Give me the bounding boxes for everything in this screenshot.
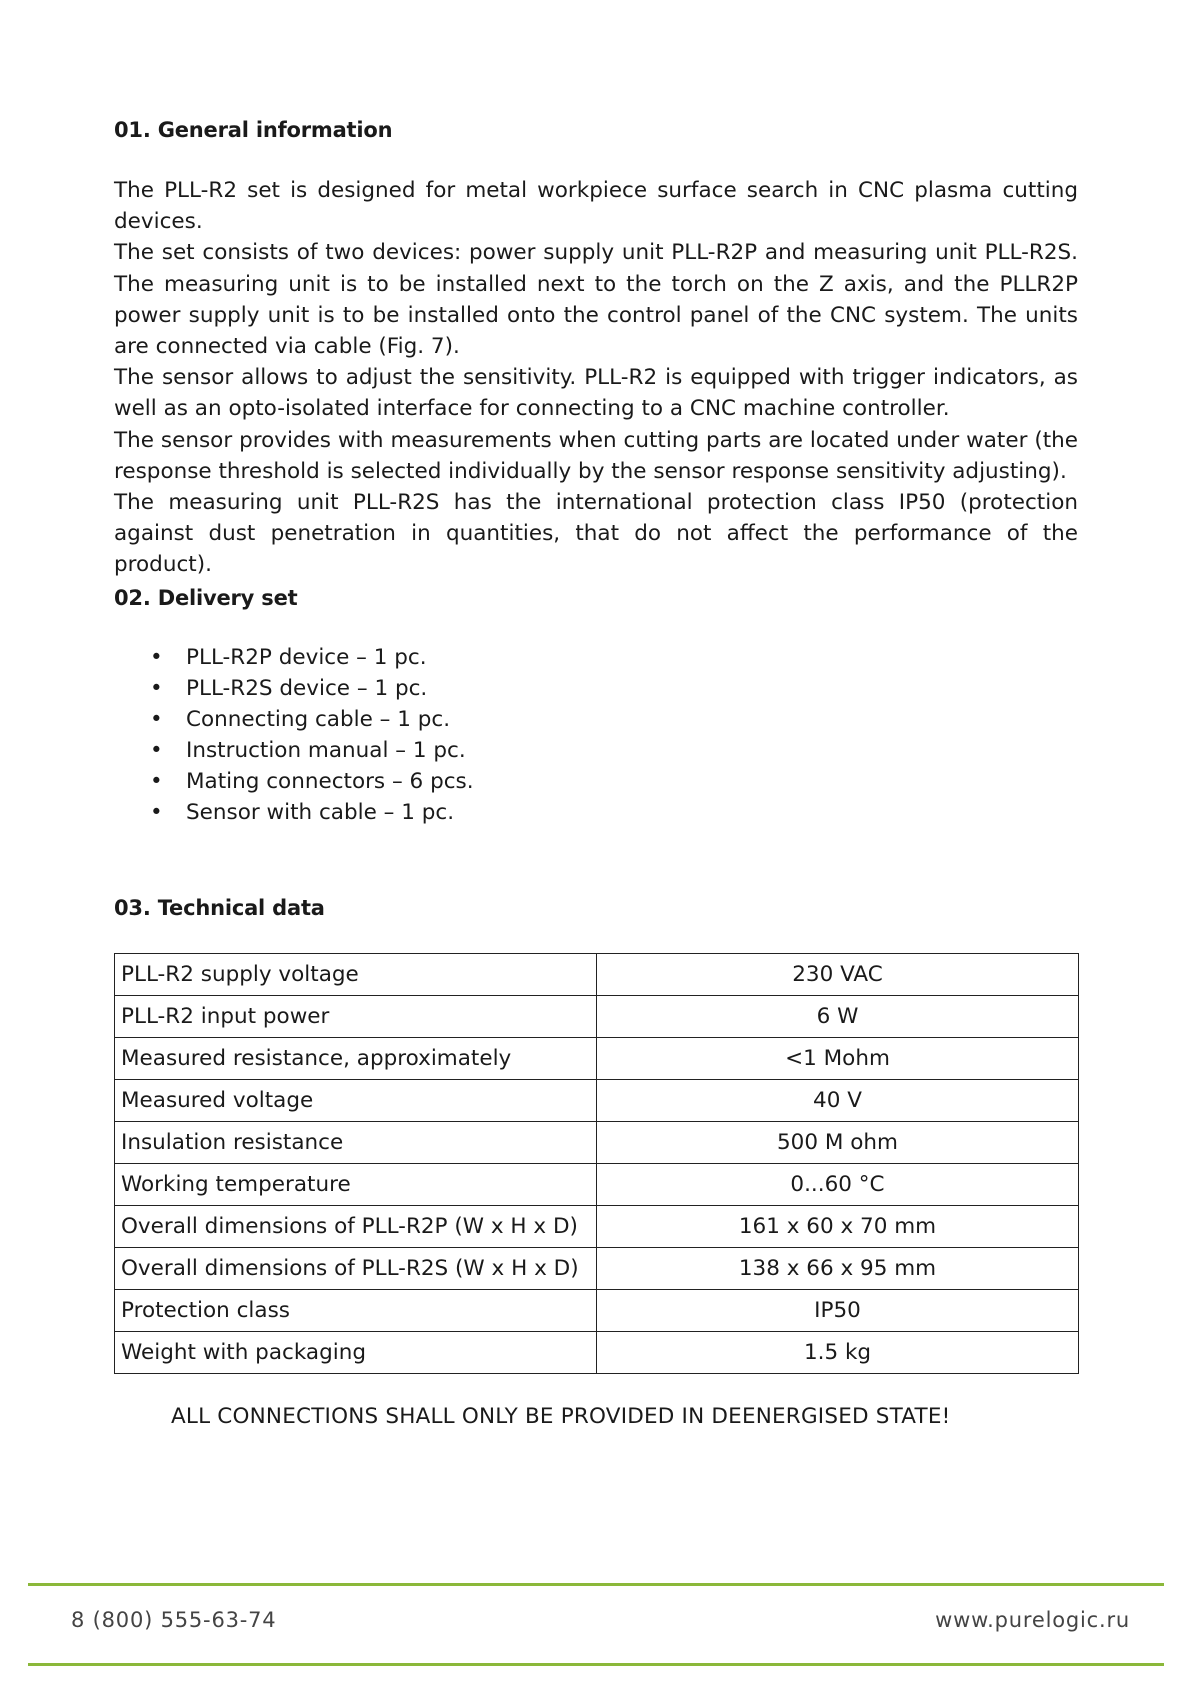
safety-warning: ALL CONNECTIONS SHALL ONLY BE PROVIDED IN DEENERGISED STATE! (171, 1404, 951, 1429)
bullet-icon: • (150, 769, 163, 794)
delivery-list (114, 642, 474, 828)
table-row (115, 1332, 1079, 1374)
table-row (115, 1122, 1079, 1164)
bullet-icon: • (150, 645, 163, 670)
value-cell: 138 x 66 x 95 mm (597, 1248, 1079, 1290)
value-cell: <1 Mohm (597, 1038, 1079, 1080)
list-item (114, 797, 474, 828)
bullet-icon: • (150, 738, 163, 763)
list-item-text: Instruction manual – 1 pc. (186, 738, 466, 763)
table-row (115, 1038, 1079, 1080)
param-cell: Overall dimensions of PLL-R2P (W x H x D) (115, 1206, 597, 1248)
bullet-icon: • (150, 800, 163, 825)
section-heading-technical: 03. Technical data (114, 896, 325, 920)
table-row (115, 1248, 1079, 1290)
param-cell: Measured resistance, approximately (115, 1038, 597, 1080)
list-item-text: Mating connectors – 6 pcs. (186, 769, 474, 794)
paragraph: The PLL-R2 set is designed for metal workpiece surface search in CNC plasma cutting devices. (114, 178, 1078, 235)
value-cell: 161 x 60 x 70 mm (597, 1206, 1079, 1248)
list-item (114, 642, 474, 673)
list-item (114, 673, 474, 704)
table-row (115, 1080, 1079, 1122)
param-cell: Weight with packaging (115, 1332, 597, 1374)
list-item-text: PLL-R2S device – 1 pc. (186, 676, 428, 701)
table-row (115, 1206, 1079, 1248)
paragraph: The sensor provides with measurements when cutting parts are located under water (the response threshold is selected individually by the sensor response sensitivity adjusting). (114, 427, 1078, 484)
section-heading-general: 01. General information (114, 118, 393, 142)
paragraph: The measuring unit PLL-R2S has the international protection class IP50 (protection against dust penetration in quantities, that do not affect the performance of the product). (114, 490, 1078, 578)
table-row (115, 996, 1079, 1038)
footer-top-divider (28, 1583, 1164, 1586)
list-item (114, 766, 474, 797)
value-cell: 40 V (597, 1080, 1079, 1122)
param-cell: PLL-R2 supply voltage (115, 954, 597, 996)
value-cell: 6 W (597, 996, 1079, 1038)
general-info-text (114, 175, 1078, 581)
table-row (115, 1290, 1079, 1332)
list-item (114, 704, 474, 735)
list-item-text: PLL-R2P device – 1 pc. (186, 645, 427, 670)
param-cell: Protection class (115, 1290, 597, 1332)
value-cell: 0...60 °C (597, 1164, 1079, 1206)
value-cell: IP50 (597, 1290, 1079, 1332)
technical-data-table (114, 953, 1079, 1374)
paragraph: The set consists of two devices: power supply unit PLL-R2P and measuring unit PLL-R2S. The measuring unit is to be installed next to the torch on the Z axis, and the PLLR2P power supply unit is to be installed onto the control panel of the CNC system. The units are connected via cable (Fig. 7). (114, 240, 1078, 360)
list-item (114, 735, 474, 766)
param-cell: Overall dimensions of PLL-R2S (W x H x D) (115, 1248, 597, 1290)
table-row (115, 1164, 1079, 1206)
bullet-icon: • (150, 707, 163, 732)
param-cell: Working temperature (115, 1164, 597, 1206)
footer-bottom-divider (28, 1663, 1164, 1666)
param-cell: PLL-R2 input power (115, 996, 597, 1038)
footer-website: www.purelogic.ru (935, 1608, 1130, 1632)
list-item-text: Sensor with cable – 1 pc. (186, 800, 455, 825)
footer-phone: 8 (800) 555-63-74 (71, 1608, 277, 1632)
value-cell: 1.5 kg (597, 1332, 1079, 1374)
paragraph: The sensor allows to adjust the sensitivity. PLL-R2 is equipped with trigger indicators, as well as an opto-isolated interface for connecting to a CNC machine controller. (114, 365, 1078, 422)
param-cell: Measured voltage (115, 1080, 597, 1122)
list-item-text: Connecting cable – 1 pc. (186, 707, 451, 732)
param-cell: Insulation resistance (115, 1122, 597, 1164)
value-cell: 500 M ohm (597, 1122, 1079, 1164)
bullet-icon: • (150, 676, 163, 701)
section-heading-delivery: 02. Delivery set (114, 586, 298, 610)
value-cell: 230 VAC (597, 954, 1079, 996)
table-row (115, 954, 1079, 996)
